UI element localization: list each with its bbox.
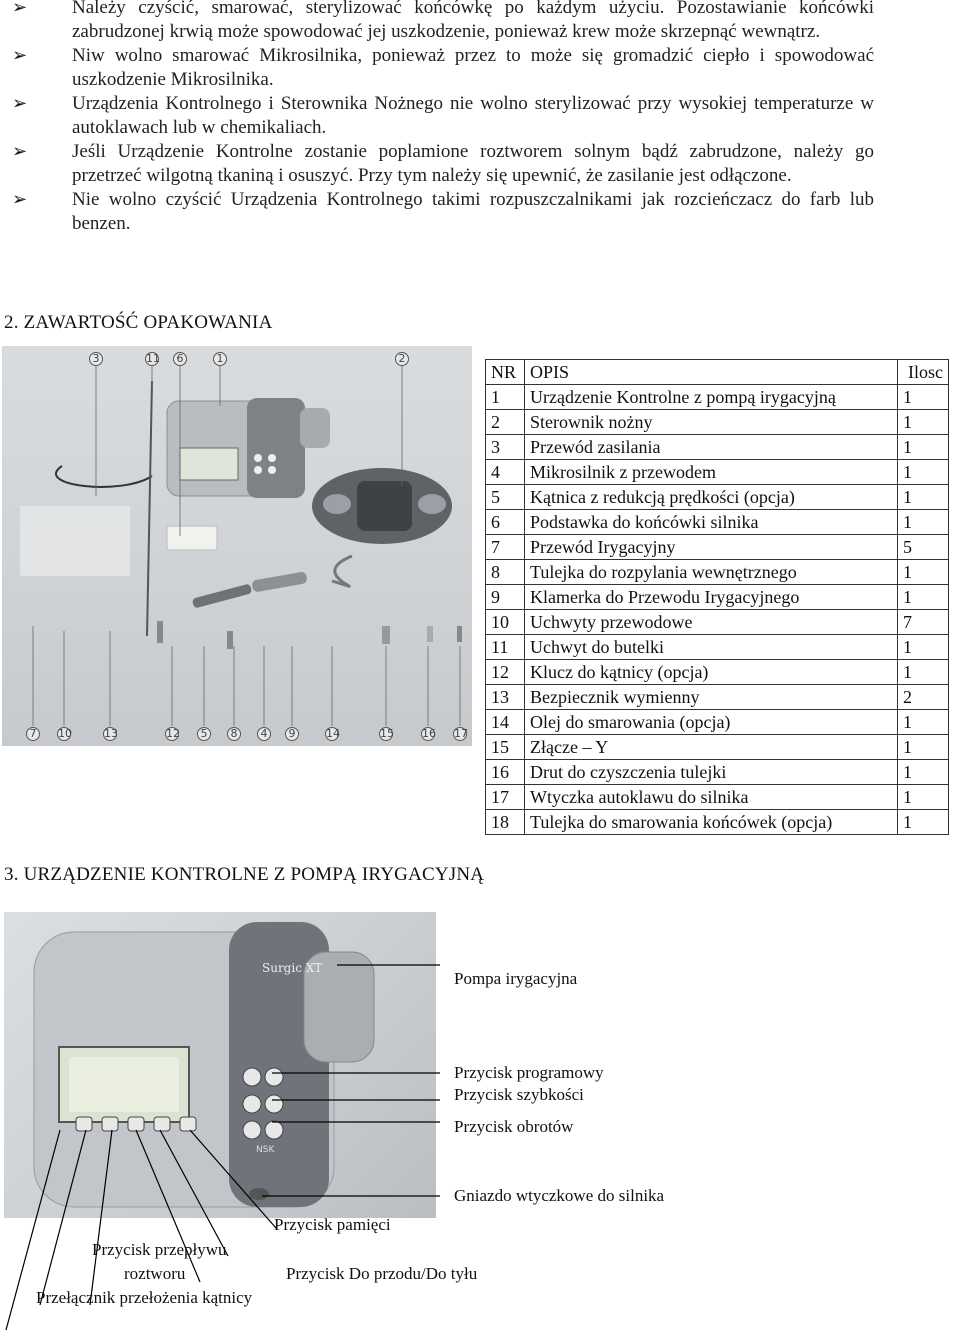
callout-number: 9 <box>285 727 299 741</box>
callout-number: 13 <box>104 727 118 740</box>
arrow-bullet-icon: ➢ <box>12 93 28 114</box>
label-rpm-button: Przycisk obrotów <box>454 1117 574 1136</box>
row-nr: 11 <box>486 635 525 660</box>
row-ilosc: 1 <box>898 810 949 835</box>
label-direction-button: Przycisk Do przodu/Do tyłu <box>286 1264 478 1283</box>
callout-number: 11 <box>146 352 160 365</box>
row-opis: Uchwyt do butelki <box>525 635 898 660</box>
row-opis: Tulejka do rozpylania wewnętrznego <box>525 560 898 585</box>
row-opis: Przewód Irygacyjny <box>525 535 898 560</box>
row-ilosc: 1 <box>898 585 949 610</box>
row-opis: Tulejka do smarowania końcówek (opcja) <box>525 810 898 835</box>
device-brand-text: Surgic XT <box>262 961 323 975</box>
row-ilosc: 1 <box>898 635 949 660</box>
row-ilosc: 1 <box>898 710 949 735</box>
row-ilosc: 1 <box>898 435 949 460</box>
label-speed-button: Przycisk szybkości <box>454 1085 584 1104</box>
row-nr: 6 <box>486 510 525 535</box>
row-ilosc: 1 <box>898 385 949 410</box>
callout-number: 14 <box>326 727 340 740</box>
callout-number: 4 <box>257 727 271 741</box>
warning-item: ➢ Nie wolno czyścić Urządzenia Kontrolnego takimi rozpuszczalnikami jak rozcieńczacz do farb lub benzen. <box>12 189 874 234</box>
row-nr: 12 <box>486 660 525 685</box>
callout-number: 5 <box>197 727 211 741</box>
label-gear-switch: Przełącznik przełożenia kątnicy <box>36 1288 253 1307</box>
row-ilosc: 7 <box>898 610 949 635</box>
row-opis: Podstawka do końcówki silnika <box>525 510 898 535</box>
row-opis: Klucz do kątnicy (opcja) <box>525 660 898 685</box>
row-ilosc: 1 <box>898 485 949 510</box>
row-ilosc: 1 <box>898 460 949 485</box>
row-nr: 1 <box>486 385 525 410</box>
section-2-heading: 2. ZAWARTOŚĆ OPAKOWANIA <box>4 312 273 333</box>
arrow-bullet-icon: ➢ <box>12 0 28 18</box>
callout-number: 3 <box>89 352 103 366</box>
row-opis: Mikrosilnik z przewodem <box>525 460 898 485</box>
row-opis: Kątnica z redukcją prędkości (opcja) <box>525 485 898 510</box>
section-3-heading: 3. URZĄDZENIE KONTROLNE Z POMPĄ IRYGACYJNĄ <box>4 864 485 885</box>
row-opis: Wtyczka autoklawu do silnika <box>525 785 898 810</box>
row-nr: 5 <box>486 485 525 510</box>
warning-item: ➢ Jeśli Urządzenie Kontrolne zostanie poplamione roztworem solnym bądź zabrudzone, należy go przetrzeć wilgotną tkaniną i osuszyć. Przy tym należy się upewnić, że zasilanie jest odłączone. <box>12 141 874 186</box>
row-ilosc: 1 <box>898 785 949 810</box>
warning-item: ➢ Należy czyścić, smarować, sterylizować końcówkę po każdym użyciu. Pozostawianie końcówki zabrudzonej krwią może spowodować jej uszkodzenie, ponieważ krew może skrzepnąć wewnątrz. <box>4 0 874 44</box>
row-nr: 10 <box>486 610 525 635</box>
callout-number: 7 <box>26 727 40 741</box>
row-nr: 13 <box>486 685 525 710</box>
header-ilosc: Ilosc <box>898 360 949 385</box>
row-nr: 14 <box>486 710 525 735</box>
warning-item: ➢ Urządzenia Kontrolnego i Sterownika Nożnego nie wolno sterylizować przy wysokiej temperaturze w autoklawach lub w chemikaliach. <box>12 93 874 138</box>
arrow-bullet-icon: ➢ <box>12 141 28 162</box>
row-ilosc: 1 <box>898 510 949 535</box>
callout-number: 6 <box>173 352 187 366</box>
row-nr: 16 <box>486 760 525 785</box>
row-nr: 7 <box>486 535 525 560</box>
callout-number: 1 <box>213 352 227 366</box>
arrow-bullet-icon: ➢ <box>12 45 28 66</box>
arrow-bullet-icon: ➢ <box>12 189 28 210</box>
row-ilosc: 1 <box>898 560 949 585</box>
row-nr: 8 <box>486 560 525 585</box>
callout-number: 17 <box>454 727 468 740</box>
row-nr: 18 <box>486 810 525 835</box>
callout-number: 16 <box>422 727 436 740</box>
label-motor-socket: Gniazdo wtyczkowe do silnika <box>454 1186 665 1205</box>
callout-number: 12 <box>166 727 180 740</box>
row-opis: Drut do czyszczenia tulejki <box>525 760 898 785</box>
label-flow-button: Przycisk przepływu <box>92 1240 227 1259</box>
label-pompa: Pompa irygacyjna <box>454 969 578 988</box>
label-flow-button-line2: roztworu <box>124 1264 186 1283</box>
row-opis: Klamerka do Przewodu Irygacyjnego <box>525 585 898 610</box>
header-nr: NR <box>486 360 525 385</box>
row-nr: 15 <box>486 735 525 760</box>
device-maker-text: NSK <box>256 1145 275 1155</box>
row-opis: Olej do smarowania (opcja) <box>525 710 898 735</box>
row-nr: 9 <box>486 585 525 610</box>
row-ilosc: 5 <box>898 535 949 560</box>
row-ilosc: 1 <box>898 410 949 435</box>
row-ilosc: 1 <box>898 660 949 685</box>
label-memory-button: Przycisk pamięci <box>274 1215 391 1234</box>
row-ilosc: 1 <box>898 760 949 785</box>
row-opis: Sterownik nożny <box>525 410 898 435</box>
row-opis: Bezpiecznik wymienny <box>525 685 898 710</box>
warning-item: ➢ Niw wolno smarować Mikrosilnika, ponieważ przez to może się gromadzić ciepło i spowodować uszkodzenie Mikrosilnika. <box>12 45 874 90</box>
row-opis: Urządzenie Kontrolne z pompą irygacyjną <box>525 385 898 410</box>
callout-number: 10 <box>58 727 72 740</box>
row-opis: Przewód zasilania <box>525 435 898 460</box>
row-nr: 17 <box>486 785 525 810</box>
row-nr: 4 <box>486 460 525 485</box>
callout-number: 8 <box>227 727 241 741</box>
row-ilosc: 2 <box>898 685 949 710</box>
row-ilosc: 1 <box>898 735 949 760</box>
row-opis: Uchwyty przewodowe <box>525 610 898 635</box>
callout-number: 2 <box>395 352 409 366</box>
row-nr: 2 <box>486 410 525 435</box>
row-nr: 3 <box>486 435 525 460</box>
label-program-button: Przycisk programowy <box>454 1063 604 1082</box>
row-opis: Złącze – Y <box>525 735 898 760</box>
callout-number: 15 <box>380 727 394 740</box>
header-opis: OPIS <box>525 360 898 385</box>
